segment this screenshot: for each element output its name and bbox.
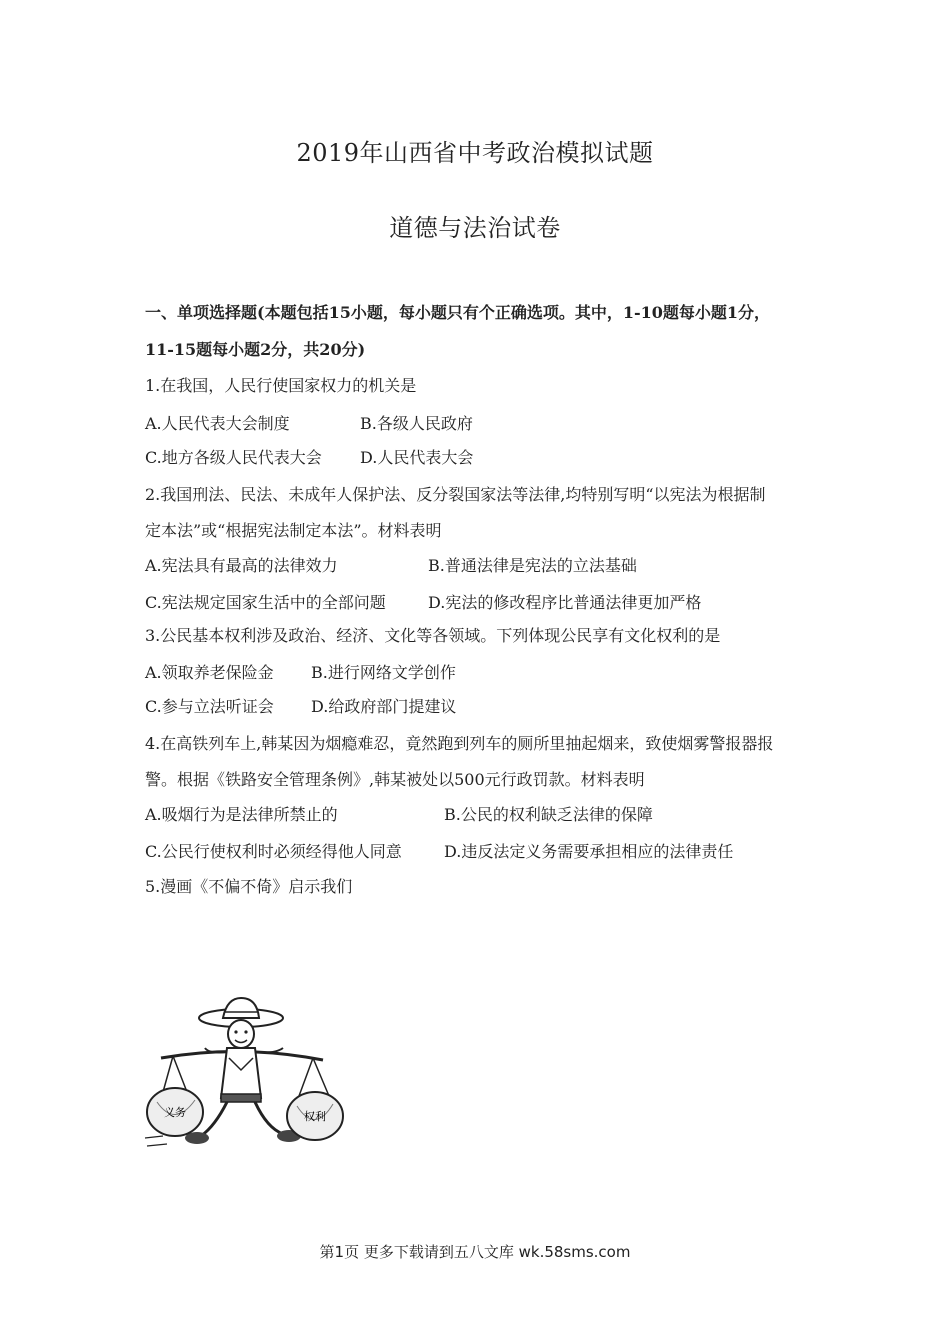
q1-option-c: C.地方各级人民代表大会 bbox=[145, 448, 322, 467]
section-heading-line-2: 11-15题每小题2分，共20分) bbox=[145, 340, 366, 359]
exam-title: 2019年山西省中考政治模拟试题 bbox=[296, 139, 654, 167]
q4-option-b: B.公民的权利缺乏法律的保障 bbox=[444, 805, 653, 824]
q1-option-b: B.各级人民政府 bbox=[360, 414, 473, 433]
exam-subtitle: 道德与法治试卷 bbox=[389, 214, 561, 242]
question-2-stem-line-1: 2.我国刑法、民法、未成年人保护法、反分裂国家法等法律,均特别写明“以宪法为根据制 bbox=[145, 485, 766, 504]
q2-option-c: C.宪法规定国家生活中的全部问题 bbox=[145, 593, 386, 612]
q2-option-a: A.宪法具有最高的法律效力 bbox=[145, 556, 338, 575]
q3-option-b: B.进行网络文学创作 bbox=[311, 663, 456, 682]
section-heading-line-1: 一、单项选择题(本题包括15小题，每小题只有个正确选项。其中，1-10题每小题1分， bbox=[145, 303, 771, 322]
question-5-stem: 5.漫画《不偏不倚》启示我们 bbox=[145, 877, 353, 896]
question-4-stem-line-1: 4.在高铁列车上,韩某因为烟瘾难忍，竟然跑到列车的厕所里抽起烟来，致使烟雾警报器报 bbox=[145, 734, 774, 753]
q4-option-d: D.违反法定义务需要承担相应的法律责任 bbox=[444, 842, 734, 861]
cartoon-illustration bbox=[143, 988, 353, 1158]
question-3-stem: 3.公民基本权利涉及政治、经济、文化等各领域。下列体现公民享有文化权利的是 bbox=[145, 626, 721, 645]
page-footer: 第1页 更多下载请到五八文库 wk.58sms.com bbox=[319, 1243, 631, 1261]
q3-option-d: D.给政府部门提建议 bbox=[311, 697, 457, 716]
q4-option-c: C.公民行使权利时必须经得他人同意 bbox=[145, 842, 402, 861]
left-bag-label: 义务 bbox=[164, 1106, 186, 1119]
q3-option-c: C.参与立法听证会 bbox=[145, 697, 274, 716]
question-2-stem-line-2: 定本法”或“根据宪法制定本法”。材料表明 bbox=[145, 521, 442, 540]
question-1-stem: 1.在我国，人民行使国家权力的机关是 bbox=[145, 376, 417, 395]
q4-option-a: A.吸烟行为是法律所禁止的 bbox=[145, 805, 338, 824]
q1-option-a: A.人民代表大会制度 bbox=[145, 414, 290, 433]
q1-option-d: D.人民代表大会 bbox=[360, 448, 474, 467]
q3-option-a: A.领取养老保险金 bbox=[145, 663, 274, 682]
q2-option-b: B.普通法律是宪法的立法基础 bbox=[428, 556, 637, 575]
q2-option-d: D.宪法的修改程序比普通法律更加严格 bbox=[428, 593, 702, 612]
right-bag-label: 权利 bbox=[304, 1110, 326, 1123]
question-4-stem-line-2: 警。根据《铁路安全管理条例》,韩某被处以500元行政罚款。材料表明 bbox=[145, 770, 645, 789]
